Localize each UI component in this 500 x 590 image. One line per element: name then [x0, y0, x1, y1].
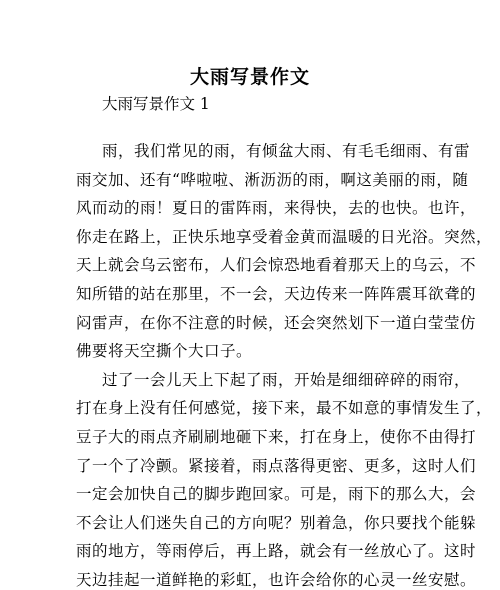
- paragraph-line: 知所错的站在那里，不一会，天边传来一阵阵震耳欲聋的: [76, 285, 477, 303]
- paragraph-line: 了一个了冷颤。紧接着，雨点落得更密、更多，这时人们: [76, 456, 477, 475]
- paragraph-line: 天上就会乌云密布，人们会惊恐地看着那天上的乌云，不: [76, 256, 477, 275]
- paragraph-line: 你走在路上，正快乐地享受着金黄而温暖的日光浴。突然，: [76, 227, 493, 246]
- paragraph-line: 雨的地方，等雨停后，再上路，就会有一丝放心了。这时: [76, 542, 477, 561]
- paragraph-line: 一定会加快自己的脚步跑回家。可是，雨下的那么大，会: [76, 485, 477, 504]
- paragraph-line: 雨，我们常见的雨，有倾盆大雨、有毛毛细雨、有雷: [102, 142, 471, 160]
- paragraph-line: 过了一会儿天上下起了雨，开始是细细碎碎的雨帘，: [102, 370, 471, 389]
- paragraph-line: 佛要将天空撕个大口子。: [76, 342, 253, 361]
- paragraph-line: 天边挂起一道鲜艳的彩虹，也许会给你的心灵一丝安慰。: [76, 571, 477, 589]
- paragraph-line: 不会让人们迷失自己的方向呢？别着急，你只要找个能躲: [76, 513, 477, 532]
- paragraph-line: 豆子大的雨点齐刷刷地砸下来，打在身上，使你不由得打: [76, 428, 477, 446]
- paragraph-line: 打在身上没有任何感觉，接下来，最不如意的事情发生了，: [76, 399, 493, 418]
- paragraph-line: 风而动的雨！夏日的雷阵雨，来得快，去的也快。也许，: [76, 199, 477, 218]
- document-title: 大雨写景作文: [189, 66, 310, 88]
- paragraph-line: 雨交加、还有“哗啦啦、淅沥沥的雨，啊这美丽的雨，随: [76, 170, 469, 189]
- document-subtitle: 大雨写景作文 1: [102, 95, 210, 113]
- paragraph-line: 闷雷声，在你不注意的时候，还会突然划下一道白莹莹仿: [76, 313, 477, 332]
